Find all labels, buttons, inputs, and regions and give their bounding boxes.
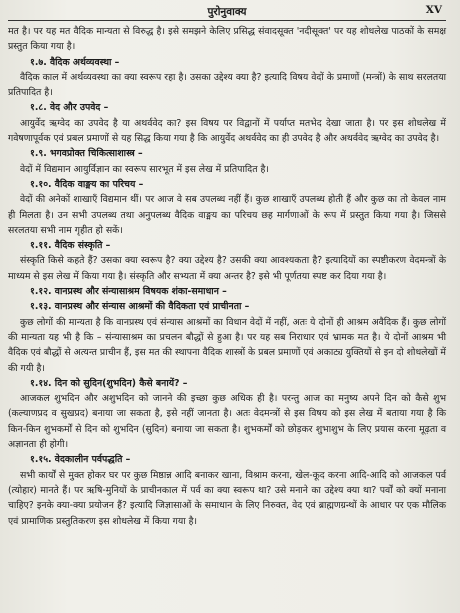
paragraph: आयुर्वेद ऋग्वेद का उपवेद है या अथर्ववेद का? इस विषय पर विद्वानों में पर्याप्त मतभेद देखा जाता है। पर इस शोधलेख में गवेषणापूर्वक एवं प्रबल प्रमाणों से यह सिद्ध किया गया है कि आयुर्वेद अथर्ववेद का ही उपवेद है और अथर्ववेद ऋग्वेद का उपवेद है। [8, 117, 446, 145]
section-heading: १.१३. वानप्रस्थ और संन्यास आश्रमों की वैदिकता एवं प्राचीनता – [30, 301, 250, 313]
section-heading: १.१५. वेदकालीन पर्वपद्धति – [30, 454, 131, 466]
section-heading: १.७. वैदिक अर्थव्यवस्था – [30, 56, 120, 68]
paragraph: कुछ लोगों की मान्यता है कि वानप्रस्थ एवं संन्यास आश्रमों का विधान वेदों में नहीं, अतः ये दोनों ही आश्रम अवैदिक हैं। कुछ लोगों की मान्यता यह भी है कि – संन्यासाश्रम का प्रचलन बौद्धों से हुआ है। पर यह सब निराधार एवं भ्रामक मत है। ये दोनों आश्रम भी वैदिक एवं बौद्धों से अत्यन्त प्राचीन हैं, इस मत की स्थापना वैदिक शास्त्रों के प्रबल प्रमाणों एवं अकाट्य युक्तियों से इन दो शोधलेखों में की गयी है। [8, 316, 446, 374]
running-title: पुरोनुवाक्य [207, 6, 247, 18]
section-heading: १.१२. वानप्रस्थ और संन्यासाश्रम विषयक शंका-समाधान – [30, 286, 227, 298]
paragraph: वेदों की अनेकों शाखाएँ विद्यमान थीं। पर आज वे सब उपलब्ध नहीं हैं। कुछ शाखाएँ उपलब्ध होती हैं और कुछ का तो केवल नाम ही मिलता है। उन सभी उपलब्ध तथा अनुपलब्ध वैदिक वाङ्मय का परिचय छह मार्गणाओं के रूप में प्रस्तुत किया गया है। जिससे सरलतया सभी नाम गृहीत हो सकें। [8, 194, 446, 236]
paragraph: मत है। पर यह मत वैदिक मान्यता से विरुद्ध है। इसे समझने केलिए प्रसिद्ध संवादसूक्त 'नदीसूक्त' पर यह शोधलेख पाठकों के समक्ष प्रस्तुत किया गया है। [8, 26, 446, 53]
page-number: XV [425, 4, 442, 16]
section-heading: १.८. वेद और उपवेद – [30, 102, 109, 114]
section-heading: १.९. भगवप्रोक्त चिकित्साशास्त्र – [30, 148, 143, 160]
section-heading: १.११. वैदिक संस्कृति – [30, 240, 111, 252]
section-heading: १.१०. वैदिक वाङ्मय का परिचय – [30, 178, 144, 190]
page-body [8, 24, 446, 529]
paragraph: वेदों में विद्यमान आयुर्विज्ञान का स्वरूप सारभूत में इस लेख में प्रतिपादित है। [20, 163, 269, 175]
page-header [8, 4, 446, 21]
paragraph: सभी कार्यों से मुक्त होकर घर पर कुछ मिष्ठान्न आदि बनाकर खाना, विश्राम करना, खेल-कूद करना आदि-आदि को आजकल पर्व (त्योहार) मानते हैं। पर ऋषि-मुनियों के प्राचीनकाल में पर्व का क्या स्वरूप था? उसे मनाने का उद्देश्य क्या था? पर्वों को क्यों मनाना चाहिए? इनके क्या-क्या प्रयोजन हैं? इत्यादि जिज्ञासाओं के समाधान के लिए निरुक्त, वेद एवं ब्राह्मणग्रन्थों के आधार पर एक मौलिक एवं प्रामाणिक प्रस्तुतिकरण इस शोधलेख में किया गया है। [8, 469, 446, 527]
paragraph: आजकल शुभदिन और अशुभदिन को जानने की इच्छा कुछ अधिक ही है। परन्तु आज का मनुष्य अपने दिन को कैसे शुभ (कल्याणप्रद व सुखप्रद) बनाया जा सकता है, इसे नहीं जानता है। अतः वेदमन्त्रों से इस विषय को इस लेख में बताया गया है कि किन-किन शुभकर्मों से दिन को शुभदिन (सुदिन) बनाया जा सकता है। शुभकर्मों को छोड़कर शुभाशुभ के लिए प्रयास करना मूढ़ता व अज्ञानता ही होगी। [8, 393, 446, 451]
section-heading: १.१४. दिन को सुदिन(शुभदिन) कैसे बनायें? – [30, 377, 188, 389]
paragraph: वैदिक काल में अर्थव्यवस्था का क्या स्वरूप रहा है। उसका उद्देश्य क्या है? इत्यादि विषय वेदों के प्रमाणों (मन्त्रों) के साथ सरलतया प्रतिपादित है। [8, 71, 446, 99]
paragraph: संस्कृति किसे कहते हैं? उसका क्या स्वरूप है? क्या उद्देश्य है? उसकी क्या आवश्यकता है? इत्यादियों का स्पष्टीकरण वेदमन्त्रों के माध्यम से इस लेख में किया गया है। संस्कृति और सभ्यता में क्या अन्तर है? इसे भी पूर्णतया स्पष्ट कर दिया गया है। [8, 255, 446, 282]
